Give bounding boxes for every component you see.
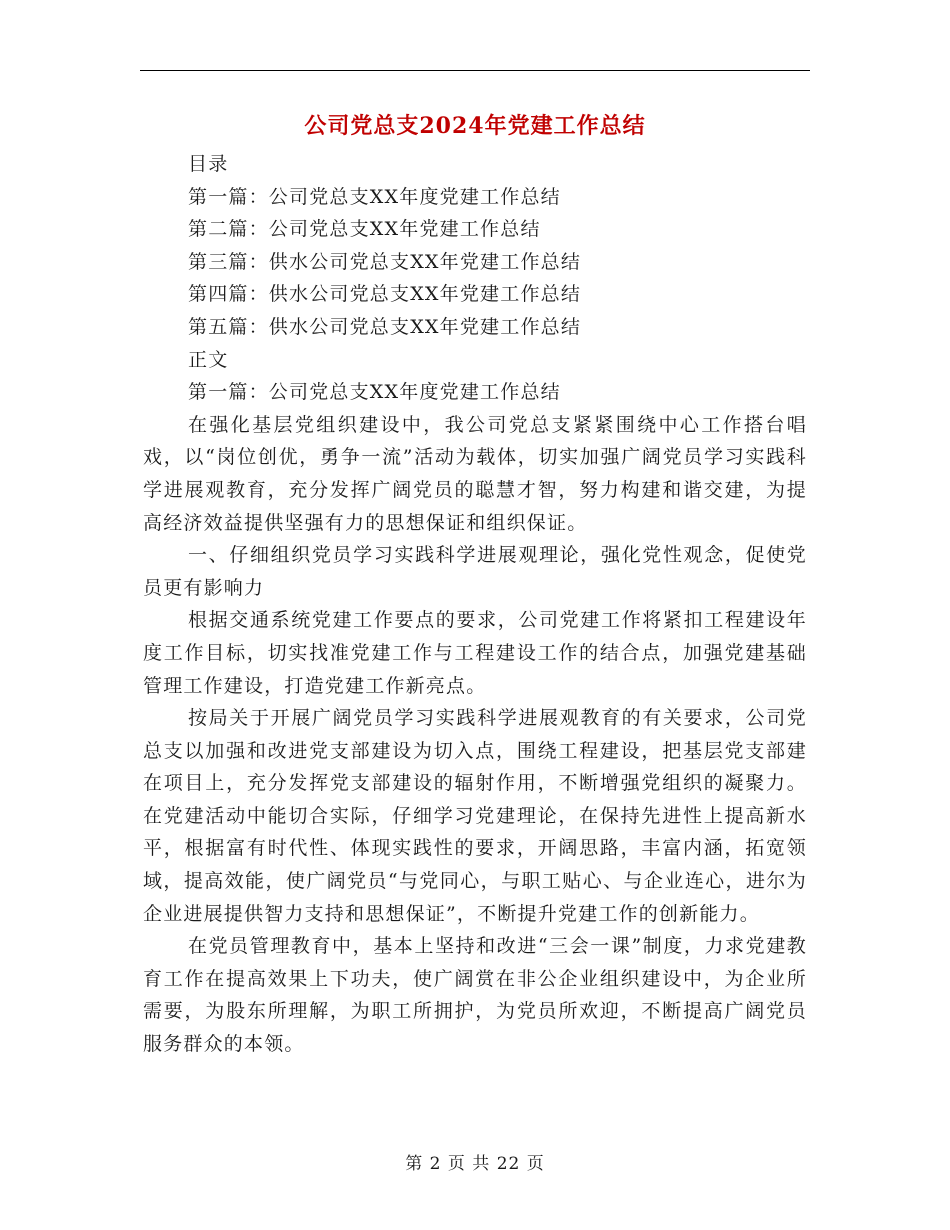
header-rule	[140, 70, 810, 71]
toc-item-4: 第四篇：供水公司党总支XX年党建工作总结	[188, 283, 582, 306]
toc-item-5: 第五篇：供水公司党总支XX年党建工作总结	[188, 315, 582, 338]
toc-heading: 目录	[188, 153, 229, 175]
paragraph-2-heading: 一、仔细组织党员学习实践科学进展观理论，强化党性观念，促使党员更有影响力	[143, 544, 807, 599]
body-heading: 正文	[188, 348, 229, 371]
toc-item-3: 第三篇：供水公司党总支XX年党建工作总结	[188, 250, 582, 273]
paragraph-1: 在强化基层党组织建设中，我公司党总支紧紧围绕中心工作搭台唱戏，以“岗位创优，勇争一流”活动为载体，切实加强广阔党员学习实践科学进展观教育，充分发挥广阔党员的聪慧才智，努力构建和谐交建，为提高经济效益提供坚强有力的思想保证和组织保证。	[143, 413, 807, 534]
paragraph-5: 在党员管理教育中，基本上坚持和改进“三会一课”制度，力求党建教育工作在提高效果上下功夫，使广阔赏在非公企业组织建设中，为企业所需要，为股东所理解，为职工所拥护，为党员所欢迎，不断提高广阔党员服务群众的本领。	[143, 935, 807, 1056]
document-body	[143, 148, 807, 1061]
toc-item-2: 第二篇：公司党总支XX年党建工作总结	[188, 218, 541, 241]
page-number: 第 2 页 共 22 页	[405, 1154, 545, 1174]
paragraph-3: 根据交通系统党建工作要点的要求，公司党建工作将紧扣工程建设年度工作目标，切实找准党建工作与工程建设工作的结合点，加强党建基础管理工作建设，打造党建工作新亮点。	[143, 609, 807, 697]
toc-item-1: 第一篇：公司党总支XX年度党建工作总结	[188, 185, 561, 208]
section-title: 第一篇：公司党总支XX年度党建工作总结	[188, 381, 561, 404]
document-title: 公司党总支2024年党建工作总结	[304, 113, 646, 139]
paragraph-4: 按局关于开展广阔党员学习实践科学进展观教育的有关要求，公司党总支以加强和改进党支部建设为切入点，围绕工程建设，把基层党支部建在项目上，充分发挥党支部建设的辐射作用，不断增强党组织的凝聚力。在党建活动中能切合实际，仔细学习党建理论，在保持先进性上提高新水平，根据富有时代性、体现实践性的要求，开阔思路，丰富内涵，拓宽领域，提高效能，使广阔党员“与党同心，与职工贴心、与企业连心，进尔为企业进展提供智力支持和思想保证”，不断提升党建工作的创新能力。	[143, 707, 807, 925]
